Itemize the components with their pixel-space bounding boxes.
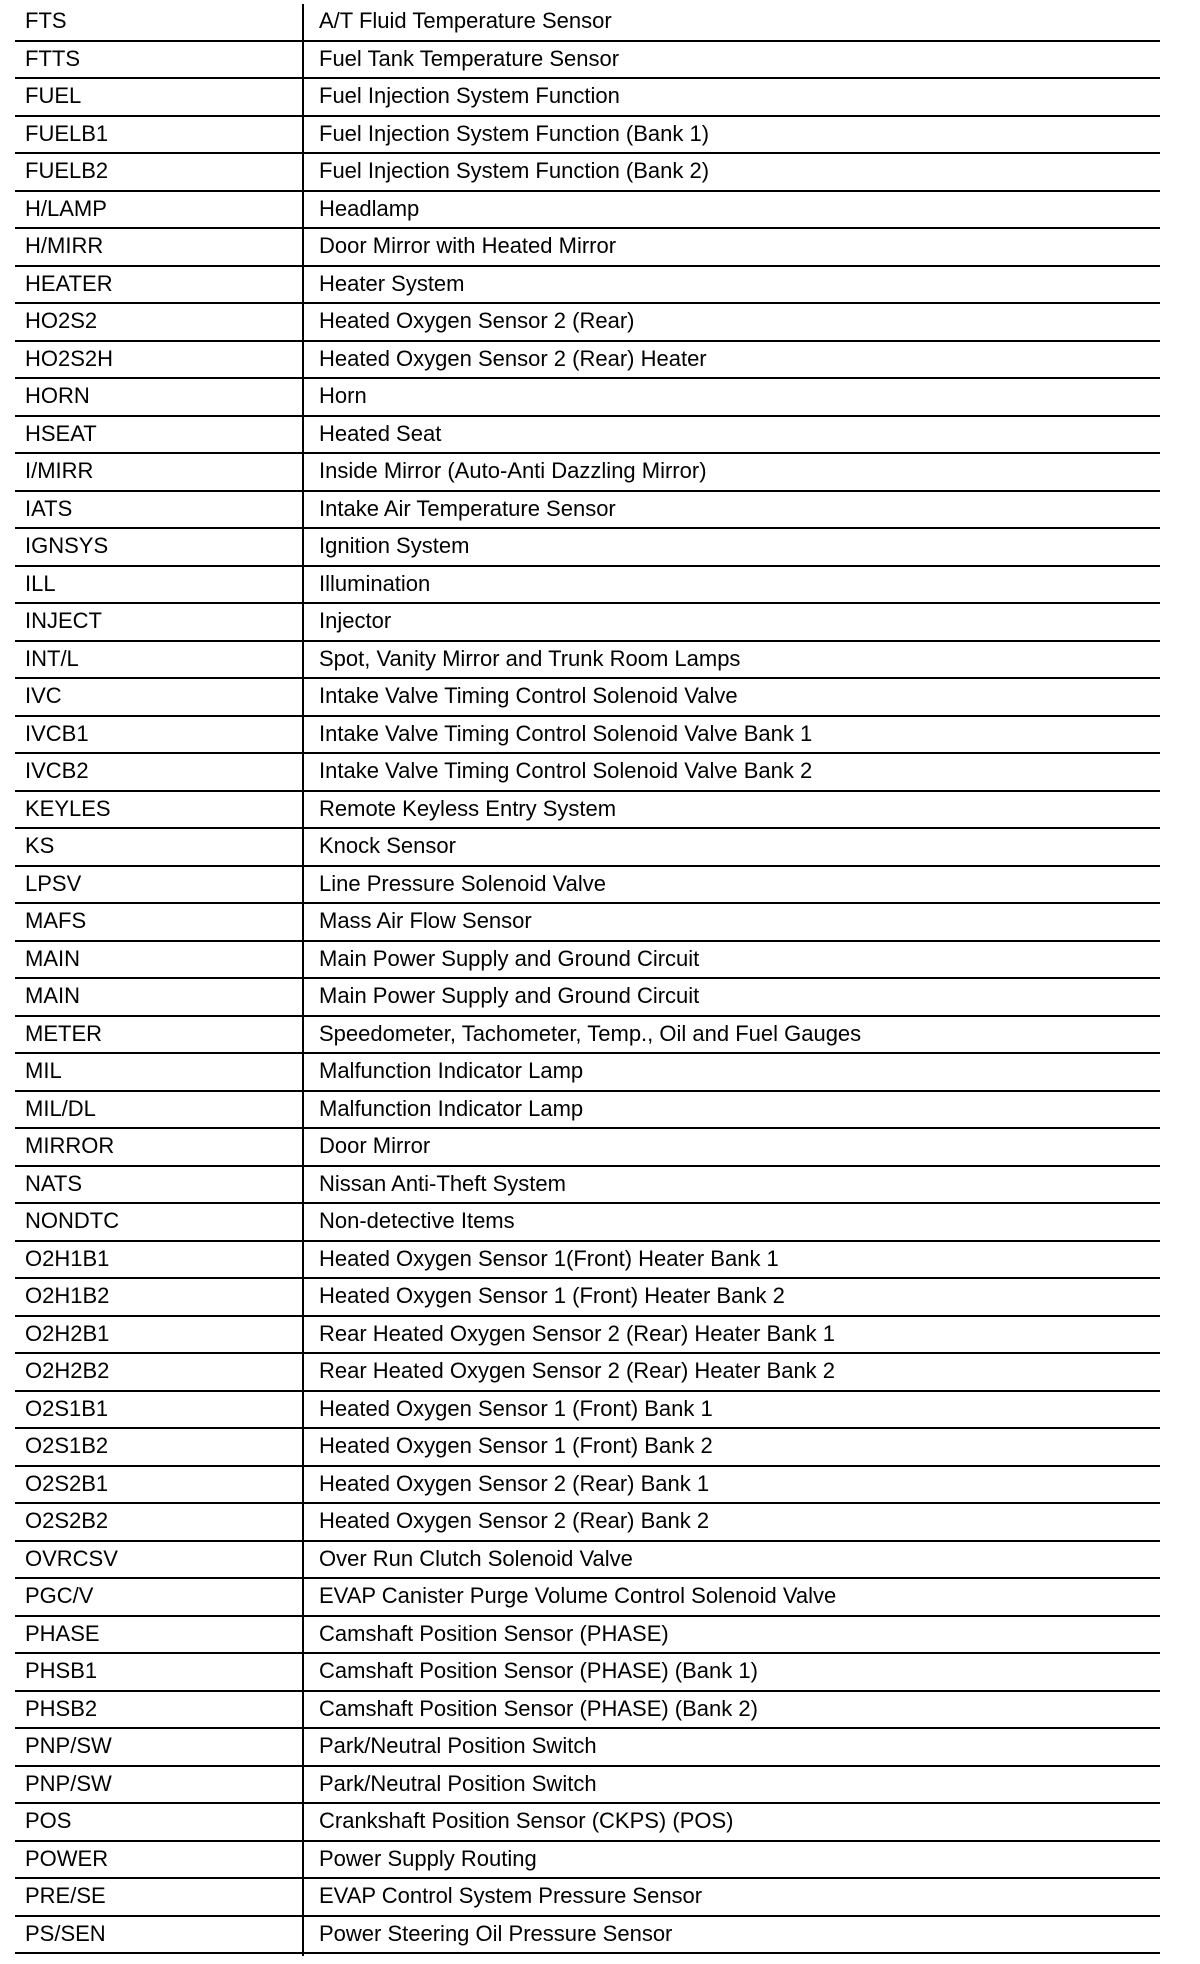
abbreviation-code: METER: [25, 1020, 102, 1046]
abbreviation-description: A/T Fluid Temperature Sensor: [319, 8, 612, 33]
abbreviation-table: [15, 4, 1160, 1954]
table-row: [15, 567, 1160, 605]
table-row: [15, 1617, 1160, 1655]
abbreviation-description: Malfunction Indicator Lamp: [319, 1095, 584, 1121]
table-row: [15, 1054, 1160, 1092]
abbreviation-code: FUEL: [25, 83, 82, 108]
abbreviation-code: I/MIRR: [25, 458, 94, 483]
abbreviation-code: HSEAT: [25, 420, 97, 446]
abbreviation-code: IVCB2: [25, 758, 89, 783]
abbreviation-code: FUELB2: [25, 158, 109, 183]
table-row: [15, 604, 1160, 642]
abbreviation-description: Rear Heated Oxygen Sensor 2 (Rear) Heater Bank 1: [319, 1320, 836, 1346]
abbreviation-code: FTTS: [25, 45, 80, 71]
abbreviation-description: Intake Valve Timing Control Solenoid Valve Bank 2: [319, 758, 813, 783]
abbreviation-code: LPSV: [25, 870, 82, 896]
abbreviation-code: ILL: [25, 570, 56, 596]
table-row: [15, 1092, 1160, 1130]
abbreviation-code: MIRROR: [25, 1133, 115, 1158]
abbreviation-description: Remote Keyless Entry System: [319, 795, 617, 821]
table-row: [15, 529, 1160, 567]
abbreviation-description: Line Pressure Solenoid Valve: [319, 870, 606, 896]
table-row: [15, 1354, 1160, 1392]
abbreviation-description: Knock Sensor: [319, 833, 456, 858]
abbreviation-description: Power Supply Routing: [319, 1845, 537, 1871]
abbreviation-description: Main Power Supply and Ground Circuit: [319, 945, 700, 971]
abbreviation-description: Intake Air Temperature Sensor: [319, 495, 616, 521]
abbreviation-description: Rear Heated Oxygen Sensor 2 (Rear) Heater Bank 2: [319, 1358, 836, 1383]
table-row: [15, 1129, 1160, 1167]
abbreviation-description: Fuel Injection System Function: [319, 83, 620, 108]
abbreviation-description: Injector: [319, 608, 392, 633]
table-row: [15, 1879, 1160, 1917]
abbreviation-code: H/LAMP: [25, 195, 107, 221]
abbreviation-description: Malfunction Indicator Lamp: [319, 1058, 584, 1083]
table-row: [15, 1804, 1160, 1842]
abbreviation-code: O2H2B1: [25, 1320, 110, 1346]
abbreviation-code: PHSB2: [25, 1695, 98, 1721]
abbreviation-code: O2S2B2: [25, 1508, 109, 1533]
abbreviation-code: KS: [25, 833, 55, 858]
table-row: [15, 867, 1160, 905]
abbreviation-code: PHSB1: [25, 1658, 98, 1683]
abbreviation-code: HORN: [25, 383, 90, 408]
table-row: [15, 229, 1160, 267]
abbreviation-code: IGNSYS: [25, 533, 109, 558]
table-row: [15, 1504, 1160, 1542]
abbreviation-description: Camshaft Position Sensor (PHASE) (Bank 2): [319, 1695, 758, 1721]
abbreviation-description: Mass Air Flow Sensor: [319, 908, 532, 933]
abbreviation-description: Over Run Clutch Solenoid Valve: [319, 1545, 633, 1571]
table-row: [15, 1392, 1160, 1430]
table-row: [15, 642, 1160, 680]
abbreviation-description: Camshaft Position Sensor (PHASE) (Bank 1): [319, 1658, 758, 1683]
abbreviation-code: HO2S2H: [25, 345, 114, 371]
abbreviation-description: Speedometer, Tachometer, Temp., Oil and Fuel Gauges: [319, 1020, 862, 1046]
abbreviation-description: Heated Oxygen Sensor 1 (Front) Bank 2: [319, 1433, 713, 1458]
table-row: [15, 192, 1160, 230]
abbreviation-code: POWER: [25, 1845, 109, 1871]
table-row: [15, 379, 1160, 417]
table-row: [15, 942, 1160, 980]
abbreviation-code: MIL: [25, 1058, 62, 1083]
abbreviation-description: Ignition System: [319, 533, 470, 558]
table-row: [15, 1767, 1160, 1805]
abbreviation-description: Fuel Tank Temperature Sensor: [319, 45, 620, 71]
abbreviation-code: O2H1B2: [25, 1283, 110, 1308]
abbreviation-description: Heater System: [319, 270, 465, 296]
abbreviation-description: Spot, Vanity Mirror and Trunk Room Lamps: [319, 645, 741, 671]
abbreviation-code: O2H2B2: [25, 1358, 110, 1383]
abbreviation-description: Non-detective Items: [319, 1208, 515, 1233]
abbreviation-code: PHASE: [25, 1620, 100, 1646]
table-row: [15, 154, 1160, 192]
abbreviation-code: PS/SEN: [25, 1920, 106, 1946]
abbreviation-description: Intake Valve Timing Control Solenoid Valve: [319, 683, 738, 708]
abbreviation-code: O2S1B2: [25, 1433, 109, 1458]
abbreviation-code: HEATER: [25, 270, 113, 296]
abbreviation-code: INT/L: [25, 645, 79, 671]
table-row: [15, 679, 1160, 717]
abbreviation-code: O2H1B1: [25, 1245, 110, 1271]
table-row: [15, 492, 1160, 530]
table-row: [15, 304, 1160, 342]
column-divider: [302, 4, 304, 1956]
abbreviation-description: Headlamp: [319, 195, 420, 221]
abbreviation-code: OVRCSV: [25, 1545, 118, 1571]
table-row: [15, 1467, 1160, 1505]
abbreviation-description: Heated Oxygen Sensor 2 (Rear) Bank 2: [319, 1508, 710, 1533]
table-row: [15, 904, 1160, 942]
table-row: [15, 1429, 1160, 1467]
table-row: [15, 1579, 1160, 1617]
abbreviation-code: NONDTC: [25, 1208, 120, 1233]
table-row: [15, 829, 1160, 867]
table-row: [15, 79, 1160, 117]
abbreviation-code: IVC: [25, 683, 62, 708]
abbreviation-code: O2S2B1: [25, 1470, 109, 1496]
abbreviation-description: Illumination: [319, 570, 431, 596]
abbreviation-code: HO2S2: [25, 308, 98, 333]
table-row: [15, 1842, 1160, 1880]
abbreviation-description: Main Power Supply and Ground Circuit: [319, 983, 700, 1008]
abbreviation-description: Power Steering Oil Pressure Sensor: [319, 1920, 673, 1946]
abbreviation-code: POS: [25, 1808, 72, 1833]
table-row: [15, 417, 1160, 455]
abbreviation-code: MAFS: [25, 908, 87, 933]
table-row: [15, 454, 1160, 492]
abbreviation-description: Heated Oxygen Sensor 2 (Rear): [319, 308, 635, 333]
abbreviation-description: Fuel Injection System Function (Bank 1): [319, 120, 710, 146]
abbreviation-code: FUELB1: [25, 120, 109, 146]
table-row: [15, 1167, 1160, 1205]
abbreviation-code: IVCB1: [25, 720, 89, 746]
table-row: [15, 754, 1160, 792]
abbreviation-description: Intake Valve Timing Control Solenoid Valve Bank 1: [319, 720, 813, 746]
table-body: [15, 4, 1160, 1954]
abbreviation-code: MAIN: [25, 945, 80, 971]
abbreviation-description: Heated Oxygen Sensor 1(Front) Heater Bank 1: [319, 1245, 779, 1271]
abbreviation-description: Door Mirror with Heated Mirror: [319, 233, 617, 258]
table-row: [15, 1692, 1160, 1730]
abbreviation-code: INJECT: [25, 608, 102, 633]
table-row: [15, 1279, 1160, 1317]
table-row: [15, 342, 1160, 380]
table-row: [15, 1204, 1160, 1242]
abbreviation-description: Camshaft Position Sensor (PHASE): [319, 1620, 669, 1646]
abbreviation-description: Fuel Injection System Function (Bank 2): [319, 158, 710, 183]
abbreviation-description: EVAP Control System Pressure Sensor: [319, 1883, 703, 1908]
abbreviation-description: Heated Oxygen Sensor 2 (Rear) Bank 1: [319, 1470, 710, 1496]
table-row: [15, 1654, 1160, 1692]
abbreviation-code: PNP/SW: [25, 1733, 112, 1758]
abbreviation-description: Park/Neutral Position Switch: [319, 1770, 597, 1796]
abbreviation-code: PRE/SE: [25, 1883, 106, 1908]
abbreviation-code: NATS: [25, 1170, 83, 1196]
abbreviation-description: Heated Oxygen Sensor 1 (Front) Bank 1: [319, 1395, 713, 1421]
abbreviation-code: MAIN: [25, 983, 80, 1008]
table-row: [15, 4, 1160, 42]
abbreviation-description: Nissan Anti-Theft System: [319, 1170, 566, 1196]
abbreviation-code: H/MIRR: [25, 233, 104, 258]
table-row: [15, 1017, 1160, 1055]
abbreviation-description: Inside Mirror (Auto-Anti Dazzling Mirror): [319, 458, 707, 483]
table-row: [15, 1729, 1160, 1767]
abbreviation-description: Heated Seat: [319, 420, 442, 446]
table-row: [15, 267, 1160, 305]
table-row: [15, 1542, 1160, 1580]
abbreviation-description: Horn: [319, 383, 367, 408]
table-row: [15, 117, 1160, 155]
abbreviation-code: FTS: [25, 8, 67, 33]
abbreviation-code: IATS: [25, 495, 73, 521]
table-row: [15, 1317, 1160, 1355]
abbreviation-code: O2S1B1: [25, 1395, 109, 1421]
table-row: [15, 1917, 1160, 1955]
abbreviation-code: MIL/DL: [25, 1095, 96, 1121]
abbreviation-description: Door Mirror: [319, 1133, 431, 1158]
abbreviation-code: PNP/SW: [25, 1770, 112, 1796]
table-row: [15, 1242, 1160, 1280]
abbreviation-description: EVAP Canister Purge Volume Control Solenoid Valve: [319, 1583, 837, 1608]
abbreviation-code: PGC/V: [25, 1583, 94, 1608]
abbreviation-description: Heated Oxygen Sensor 2 (Rear) Heater: [319, 345, 707, 371]
table-row: [15, 792, 1160, 830]
abbreviation-description: Crankshaft Position Sensor (CKPS) (POS): [319, 1808, 734, 1833]
abbreviation-code: KEYLES: [25, 795, 111, 821]
table-row: [15, 979, 1160, 1017]
table-row: [15, 42, 1160, 80]
table-row: [15, 717, 1160, 755]
abbreviation-description: Heated Oxygen Sensor 1 (Front) Heater Bank 2: [319, 1283, 785, 1308]
abbreviation-description: Park/Neutral Position Switch: [319, 1733, 597, 1758]
